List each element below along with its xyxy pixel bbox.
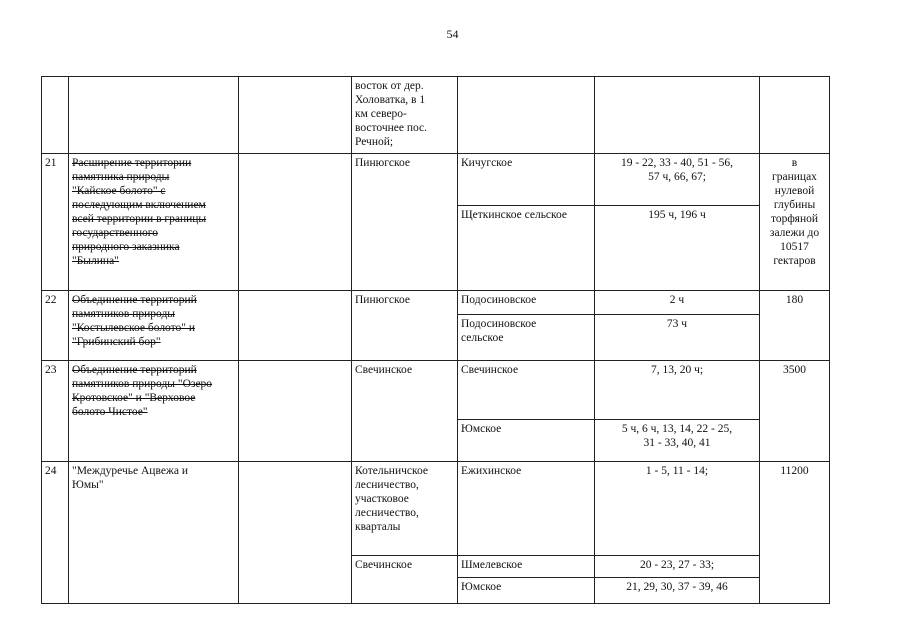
cell-num: 24: [42, 462, 69, 604]
cell-name: Объединение территорий памятников природы "Костылевское болото" и "Грибинский бор": [69, 291, 239, 361]
cell-location: восток от дер. Холоватка, в 1 км северо- восточнее пос. Речной;: [352, 77, 458, 154]
cell-kvartals: [595, 77, 760, 154]
cell-kvartals: 7, 13, 20 ч;: [595, 361, 760, 420]
cell-forestry: Свечинское: [352, 361, 458, 462]
cell-forestry: Свечинское: [352, 556, 458, 604]
cell-area: в границах нулевой глубины торфяной залежи до 10517 гектаров: [760, 154, 830, 291]
cell-subforestry: Щеткинское сельское: [458, 206, 595, 291]
cell-name: [69, 77, 239, 154]
cell-name: "Междуречье Ацвежа и Юмы": [69, 462, 239, 604]
table-row-24: [42, 462, 830, 556]
cell-subforestry: Шмелевское: [458, 556, 595, 578]
cell-name: Расширение территории памятника природы "Кайское болото" с последующим включением всей территории в границы государственного природного заказника "Былина": [69, 154, 239, 291]
cell-forestry: Котельничское лесничество, участковое лесничество, кварталы: [352, 462, 458, 556]
protected-areas-table: [41, 76, 830, 604]
cell-num: 22: [42, 291, 69, 361]
cell-subforestry: Ежихинское: [458, 462, 595, 556]
cell-name: Объединение территорий памятников природы "Озеро Кротовское" и "Верховое болото Чистое": [69, 361, 239, 462]
cell-subforestry: Свечинское: [458, 361, 595, 420]
cell-kvartals: 73 ч: [595, 315, 760, 361]
table-row-23: [42, 361, 830, 420]
cell-subforestry: [458, 77, 595, 154]
cell-kvartals: 20 - 23, 27 - 33;: [595, 556, 760, 578]
cell-kvartals: 195 ч, 196 ч: [595, 206, 760, 291]
cell-blank: [239, 77, 352, 154]
cell-area: [760, 77, 830, 154]
cell-subforestry: Юмское: [458, 420, 595, 462]
cell-area: 180: [760, 291, 830, 361]
cell-num: 23: [42, 361, 69, 462]
cell-kvartals: 19 - 22, 33 - 40, 51 - 56, 57 ч, 66, 67;: [595, 154, 760, 206]
table-row-21: [42, 154, 830, 206]
cell-forestry: Пинюгское: [352, 291, 458, 361]
cell-area: 11200: [760, 462, 830, 604]
table-row-continuation: [42, 77, 830, 154]
cell-kvartals: 1 - 5, 11 - 14;: [595, 462, 760, 556]
cell-subforestry: Подосиновское: [458, 291, 595, 315]
cell-num: [42, 77, 69, 154]
cell-blank: [239, 462, 352, 604]
cell-num: 21: [42, 154, 69, 291]
cell-blank: [239, 361, 352, 462]
cell-blank: [239, 154, 352, 291]
cell-kvartals: 5 ч, 6 ч, 13, 14, 22 - 25, 31 - 33, 40, 41: [595, 420, 760, 462]
cell-area: 3500: [760, 361, 830, 462]
table-row-22: [42, 291, 830, 315]
cell-subforestry: Юмское: [458, 578, 595, 604]
cell-subforestry: Подосиновское сельское: [458, 315, 595, 361]
cell-kvartals: 21, 29, 30, 37 - 39, 46: [595, 578, 760, 604]
cell-forestry: Пинюгское: [352, 154, 458, 291]
cell-kvartals: 2 ч: [595, 291, 760, 315]
cell-blank: [239, 291, 352, 361]
cell-subforestry: Кичугское: [458, 154, 595, 206]
page-number: 54: [446, 27, 459, 41]
